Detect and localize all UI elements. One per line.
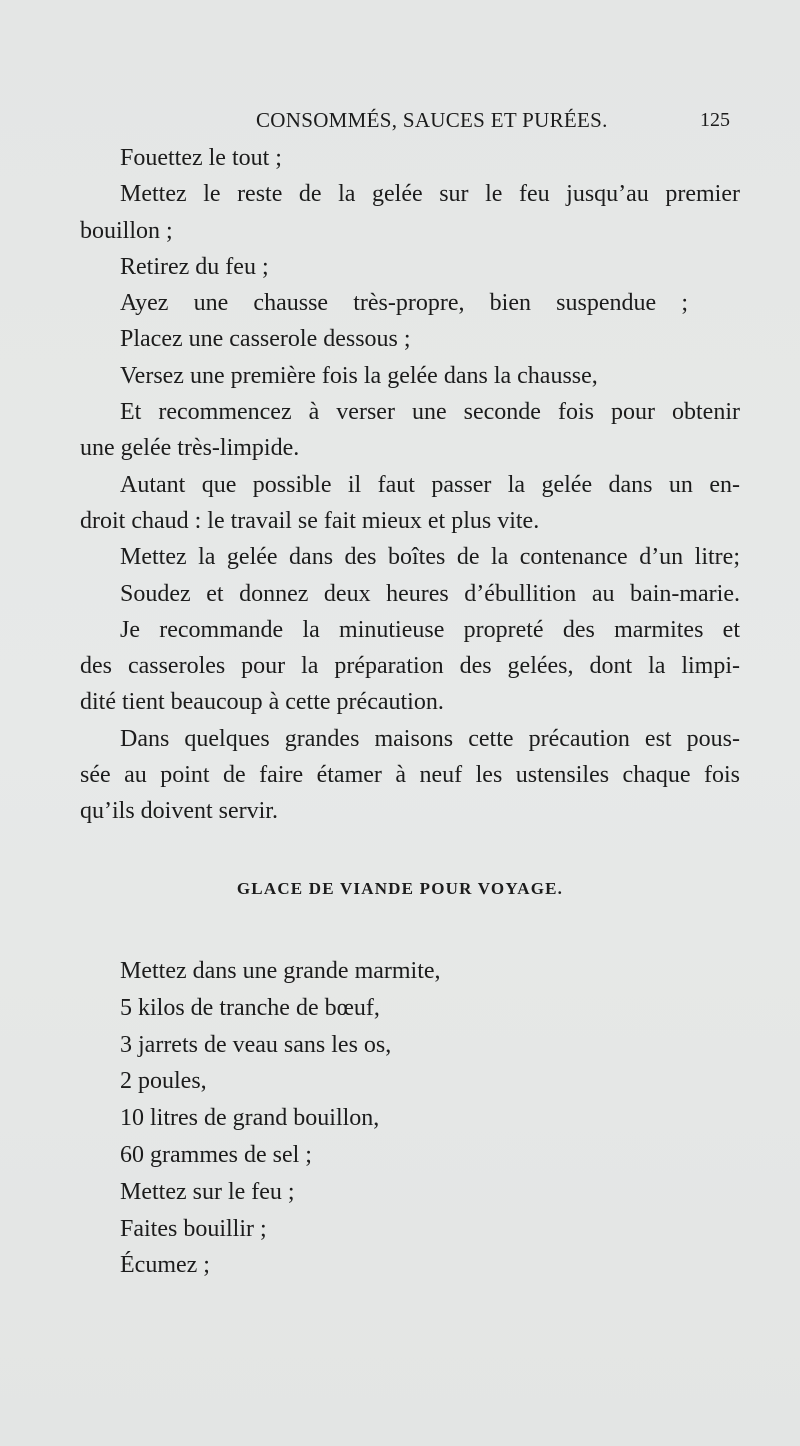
text-line: Mettez la gelée dans des boîtes de la contenance d’un litre; xyxy=(120,544,740,571)
list-item: 5 kilos de tranche de bœuf, xyxy=(120,994,380,1021)
text-line: dité tient beaucoup à cette précaution. xyxy=(80,689,444,716)
text-line: Soudez et donnez deux heures d’ébullition au bain-marie. xyxy=(120,580,740,607)
list-item: Mettez sur le feu ; xyxy=(120,1178,295,1205)
text-line: Autant que possible il faut passer la gelée dans un en- xyxy=(120,471,740,498)
page-number: 125 xyxy=(700,109,730,131)
list-item: 3 jarrets de veau sans les os, xyxy=(120,1031,392,1058)
text-line: Dans quelques grandes maisons cette précaution est pous- xyxy=(120,725,740,752)
list-item: Faites bouillir ; xyxy=(120,1215,267,1242)
list-item: 60 grammes de sel ; xyxy=(120,1141,312,1168)
list-item: Écumez ; xyxy=(120,1252,210,1279)
text-line: Fouettez le tout ; xyxy=(120,145,282,171)
list-item: Mettez dans une grande marmite, xyxy=(120,958,441,984)
text-line: sée au point de faire étamer à neuf les ustensiles chaque fois xyxy=(80,762,740,789)
section-heading: GLACE DE VIANDE POUR VOYAGE. xyxy=(236,879,564,898)
text-line: Versez une première fois la gelée dans la chausse, xyxy=(120,362,598,389)
running-header xyxy=(80,103,730,137)
text-line: Je recommande la minutieuse propreté des marmites et xyxy=(120,616,740,643)
text-line: bouillon ; xyxy=(80,217,173,244)
recipe-list xyxy=(80,953,740,1284)
list-item: 10 litres de grand bouillon, xyxy=(120,1105,380,1132)
text-line: Et recommencez à verser une seconde fois pour obtenir xyxy=(120,399,740,426)
text-line: une gelée très-limpide. xyxy=(80,435,300,462)
text-line: des casseroles pour la préparation des gelées, dont la limpi- xyxy=(80,653,740,680)
text-line: Mettez le reste de la gelée sur le feu jusqu’au premier xyxy=(120,181,740,208)
text-line: droit chaud : le travail se fait mieux et plus vite. xyxy=(80,507,540,534)
text-line: qu’ils doivent servir. xyxy=(80,798,278,825)
running-title: CONSOMMÉS, SAUCES ET PURÉES. xyxy=(256,108,608,132)
body-text xyxy=(80,140,740,830)
text-line: Placez une casserole dessous ; xyxy=(120,326,411,353)
text-line: Ayez une chausse très-propre, bien suspendue ; xyxy=(120,290,688,317)
list-item: 2 poules, xyxy=(120,1068,207,1095)
text-line: Retirez du feu ; xyxy=(120,253,269,280)
